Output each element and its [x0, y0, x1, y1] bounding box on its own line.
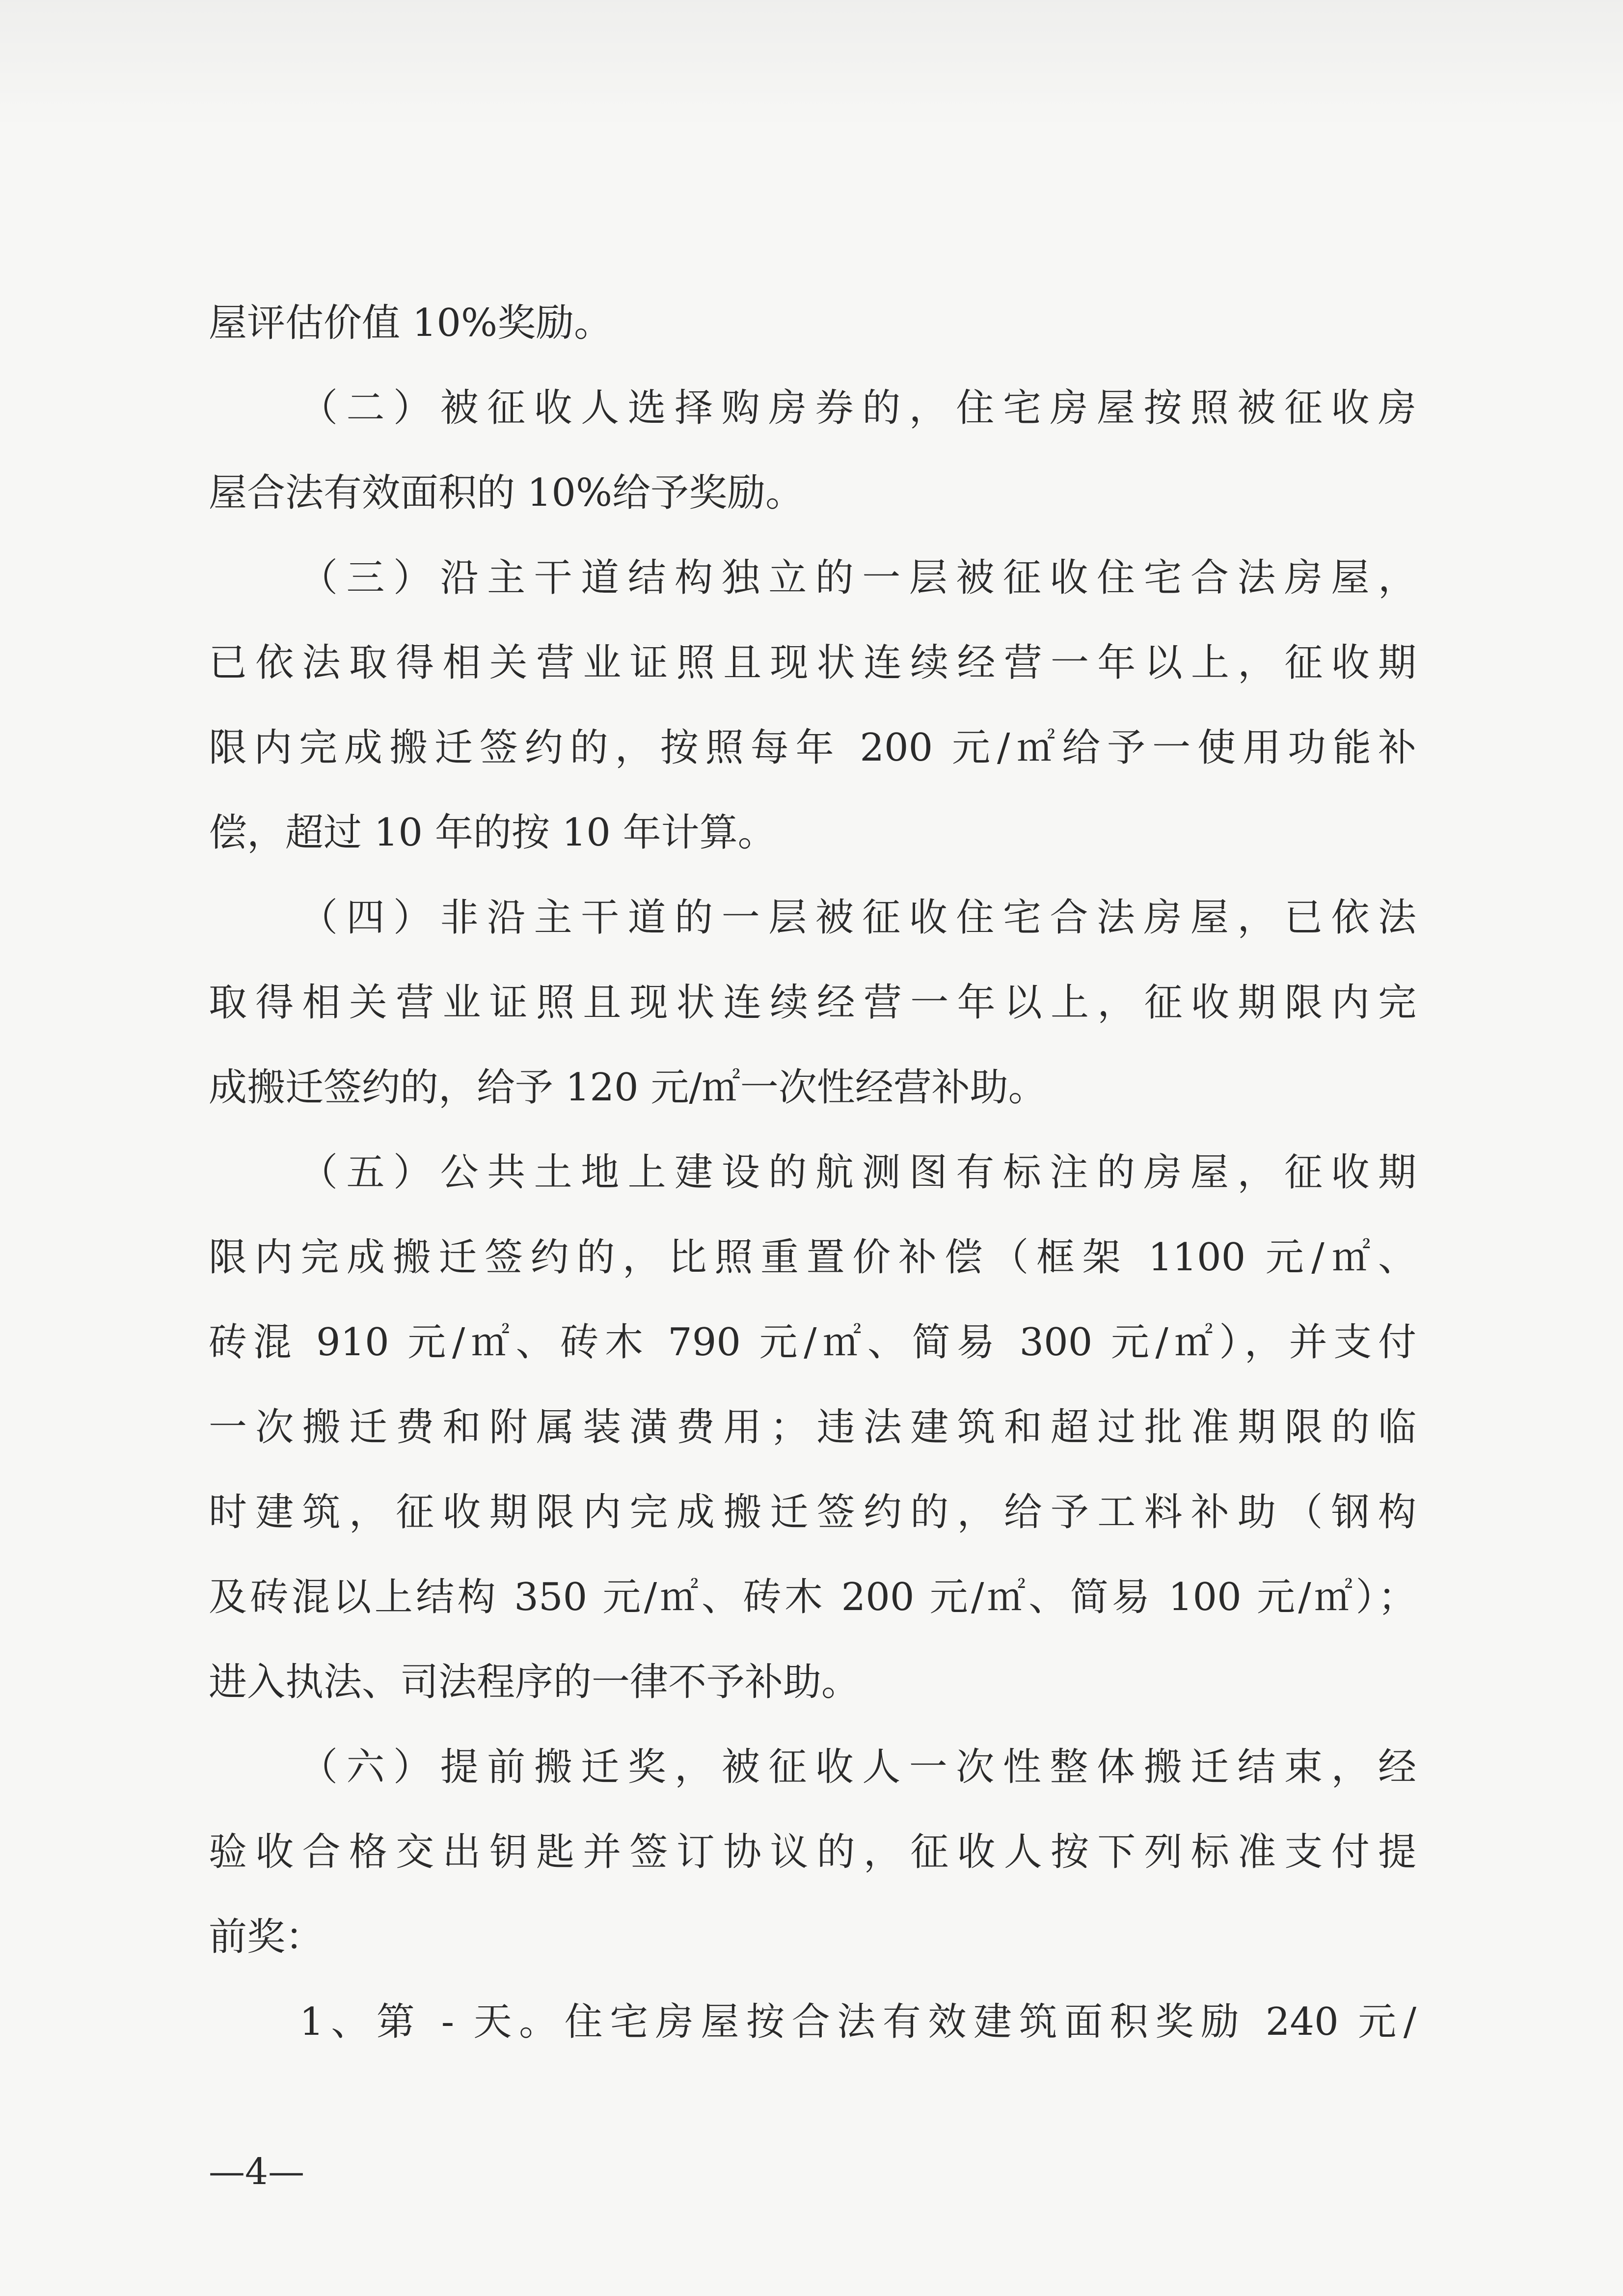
text-line-5: 已依法取得相关营业证照且现状连续经营一年以上，征收期: [209, 641, 1416, 685]
text-line-9: 取得相关营业证照且现状连续经营一年以上，征收期限内完: [209, 981, 1416, 1025]
text-line-2: （二）被征收人选择购房券的，住宅房屋按照被征收房: [299, 386, 1416, 430]
page-number: —4—: [209, 2151, 305, 2193]
scan-bleed-through: [0, 0, 1623, 128]
text-line-15: 时建筑，征收期限内完成搬迁签约的，给予工料补助（钢构: [209, 1490, 1416, 1534]
text-line-18: （六）提前搬迁奖，被征收人一次性整体搬迁结束，经: [299, 1745, 1416, 1789]
text-line-17: 进入执法、司法程序的一律不予补助。: [209, 1660, 860, 1704]
text-line-4: （三）沿主干道结构独立的一层被征收住宅合法房屋，: [299, 556, 1416, 600]
text-line-16: 及砖混以上结构 350 元/㎡、砖木 200 元/㎡、简易 100 元/㎡）；: [209, 1575, 1416, 1619]
text-line-11: （五）公共土地上建设的航测图有标注的房屋，征收期: [299, 1150, 1416, 1195]
text-line-1: 屋评估价值 10%奖励。: [209, 301, 613, 345]
text-line-20: 前奖：: [209, 1915, 324, 1959]
document-body: [209, 300, 1416, 2083]
text-line-10: 成搬迁签约的，给予 120 元/㎡一次性经营补助。: [209, 1066, 1047, 1110]
text-line-21: 1、第 - 天。住宅房屋按合法有效建筑面积奖励 240 元/: [299, 2000, 1416, 2044]
text-line-14: 一次搬迁费和附属装潢费用；违法建筑和超过批准期限的临: [209, 1405, 1416, 1449]
text-line-8: （四）非沿主干道的一层被征收住宅合法房屋，已依法: [299, 896, 1416, 940]
text-line-3: 屋合法有效面积的 10%给予奖励。: [209, 471, 804, 515]
text-line-12: 限内完成搬迁签约的，比照重置价补偿（框架 1100 元/㎡、: [209, 1235, 1416, 1280]
text-line-7: 偿，超过 10 年的按 10 年计算。: [209, 811, 776, 855]
text-line-19: 验收合格交出钥匙并签订协议的，征收人按下列标准支付提: [209, 1830, 1416, 1874]
text-line-6: 限内完成搬迁签约的，按照每年 200 元/㎡给予一使用功能补: [209, 726, 1416, 770]
text-line-13: 砖混 910 元/㎡、砖木 790 元/㎡、简易 300 元/㎡），并支付: [209, 1320, 1416, 1365]
